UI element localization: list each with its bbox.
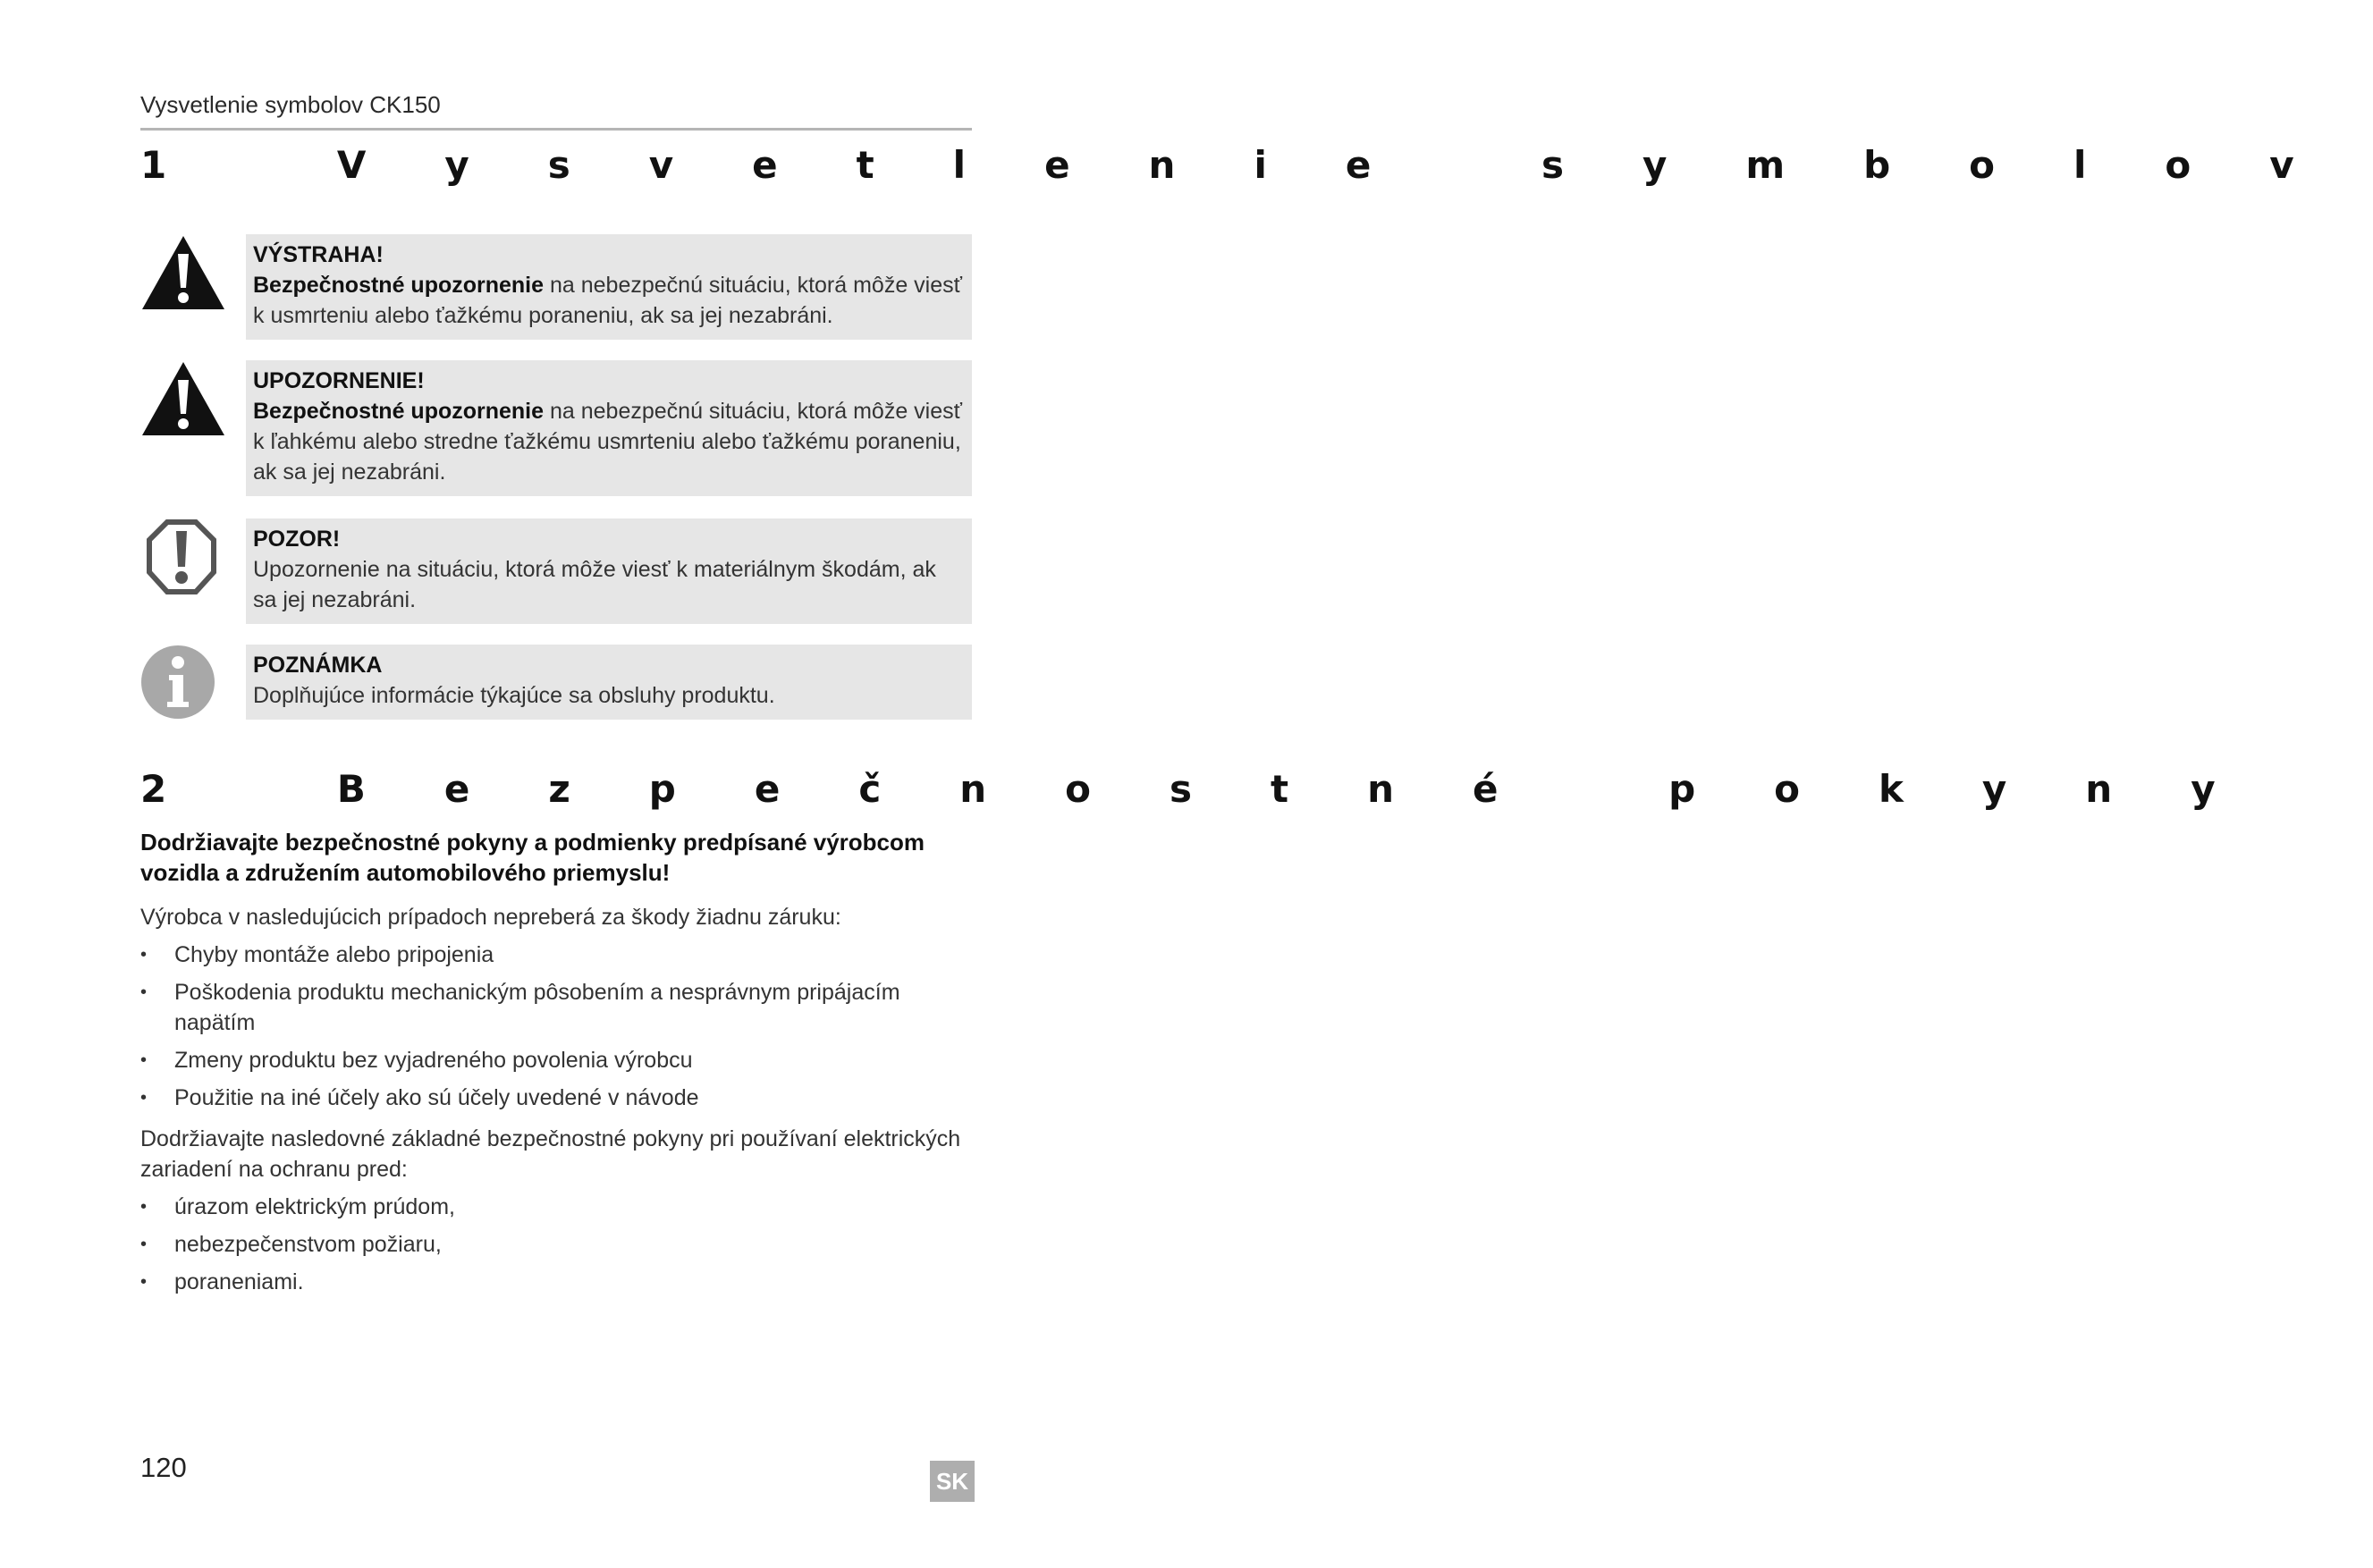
symbol-lead: Bezpečnostné upozornenie (253, 399, 545, 424)
section-2-heading: 2 Bezpečnostné pokyny (140, 767, 2294, 811)
list-item: • Poškodenia produktu mechanickým pôsobením a nesprávnym pripájacím napätím (140, 977, 972, 1038)
warranty-exclusion-list (140, 940, 972, 1113)
symbol-box-caution (246, 360, 972, 496)
safety-intro-2: Dodržiavajte nasledovné základné bezpečnostné pokyny pri používaní elektrických zariadení na ochranu pred: (140, 1126, 961, 1182)
caution-triangle-icon (140, 360, 226, 439)
symbol-text: na nebezpečnú situáciu, ktorá môže viesť k ľahkému alebo stredne ťažkému usmrteniu alebo ťažkému poraneniu, ak sa jej nezabráni. (253, 399, 963, 485)
info-circle-icon (140, 645, 226, 723)
symbol-label: POZOR! (253, 527, 341, 552)
symbol-text: na nebezpečnú situáciu, ktorá môže viesť k usmrteniu alebo ťažkému poraneniu, ak sa jej nezabráni. (253, 273, 963, 328)
protection-list (140, 1192, 972, 1297)
symbol-label: VÝSTRAHA! (253, 242, 384, 267)
list-item: • Použitie na iné účely ako sú účely uvedené v návode (140, 1083, 972, 1113)
symbol-label: UPOZORNENIE! (253, 368, 425, 393)
list-item: • poraneniami. (140, 1267, 972, 1297)
safety-bold-lead: Dodržiavajte bezpečnostné pokyny a podmienky predpísané výrobcom vozidla a združením automobilového priemyslu! (140, 829, 925, 886)
safety-intro-1: Výrobca v nasledujúcich prípadoch nepreberá za škody žiadnu záruku: (140, 905, 841, 930)
symbol-text: Upozornenie na situáciu, ktorá môže viesť k materiálnym škodám, ak sa jej nezabráni. (253, 557, 936, 612)
symbol-box-notice (246, 518, 972, 624)
list-item: • Chyby montáže alebo pripojenia (140, 940, 972, 970)
list-item: • Zmeny produktu bez vyjadreného povolenia výrobcu (140, 1045, 972, 1075)
running-header: Vysvetlenie symbolov CK150 (140, 91, 972, 131)
section-1-heading: 1 Vysvetlenie symbolov (140, 143, 2373, 187)
symbol-text: Doplňujúce informácie týkajúce sa obsluhy produktu. (253, 683, 775, 708)
symbol-box-warning (246, 234, 972, 340)
warning-triangle-icon (140, 234, 226, 313)
page-number: 120 (140, 1452, 187, 1483)
list-item: • nebezpečenstvom požiaru, (140, 1229, 972, 1260)
list-item: • úrazom elektrickým prúdom, (140, 1192, 972, 1222)
safety-section (140, 827, 972, 1308)
octagon-exclamation-icon (140, 518, 226, 597)
symbol-lead: Bezpečnostné upozornenie (253, 273, 545, 298)
symbol-box-note (246, 645, 972, 720)
symbol-label: POZNÁMKA (253, 653, 383, 678)
language-badge: SK (930, 1461, 975, 1502)
